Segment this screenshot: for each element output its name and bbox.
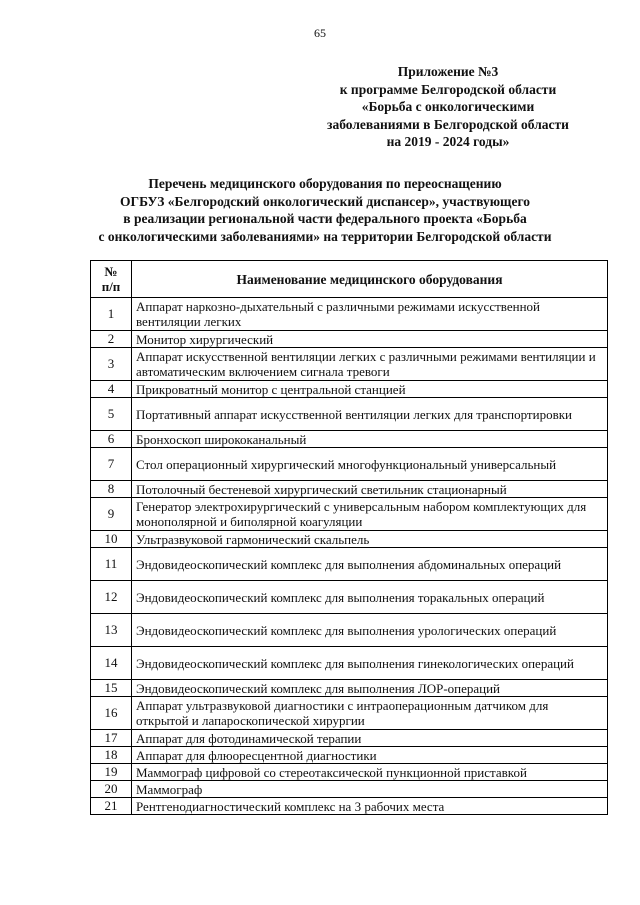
appendix-line: к программе Белгородской области (339, 81, 557, 97)
column-header-name: Наименование медицинского оборудования (132, 261, 608, 298)
row-number: 10 (91, 531, 132, 548)
table-row (91, 798, 608, 815)
column-header-number-line1: № (104, 264, 118, 279)
equipment-name: Рентгенодиагностический комплекс на 3 рабочих места (132, 798, 608, 815)
row-number: 19 (91, 764, 132, 781)
table-row (91, 747, 608, 764)
table-row (91, 481, 608, 498)
equipment-name: Генератор электрохирургический с универсальным набором комплектующих для монополярной и биполярной коагуляции (132, 498, 608, 531)
equipment-name: Эндовидеоскопический комплекс для выполнения урологических операций (132, 614, 608, 647)
row-number: 8 (91, 481, 132, 498)
list-title-line: Перечень медицинского оборудования по переоснащению (148, 176, 502, 191)
equipment-name: Эндовидеоскопический комплекс для выполнения гинекологических операций (132, 647, 608, 680)
row-number: 14 (91, 647, 132, 680)
row-number: 12 (91, 581, 132, 614)
equipment-name: Прикроватный монитор с центральной станцией (132, 381, 608, 398)
table-row (91, 647, 608, 680)
appendix-heading (298, 63, 598, 151)
equipment-name: Бронхоскоп ширококанальный (132, 431, 608, 448)
row-number: 13 (91, 614, 132, 647)
table-row (91, 548, 608, 581)
row-number: 3 (91, 348, 132, 381)
row-number: 16 (91, 697, 132, 730)
equipment-name: Стол операционный хирургический многофункциональный универсальный (132, 448, 608, 481)
table-row (91, 730, 608, 747)
appendix-line: на 2019 - 2024 годы» (386, 134, 510, 149)
list-title (40, 175, 610, 245)
row-number: 18 (91, 747, 132, 764)
row-number: 15 (91, 680, 132, 697)
row-number: 2 (91, 331, 132, 348)
appendix-line: заболеваниями в Белгородской области (327, 116, 569, 132)
list-title-line: ОГБУЗ «Белгородский онкологический диспансер», участвующего (120, 193, 530, 209)
row-number: 7 (91, 448, 132, 481)
appendix-line: «Борьба с онкологическими (361, 99, 535, 114)
column-header-number-line2: п/п (101, 279, 121, 294)
table-row (91, 381, 608, 398)
page-number: 65 (314, 26, 326, 40)
table-row (91, 764, 608, 781)
equipment-name: Монитор хирургический (132, 331, 608, 348)
list-title-line: с онкологическими заболеваниями» на территории Белгородской области (98, 228, 552, 244)
table-row (91, 398, 608, 431)
row-number: 17 (91, 730, 132, 747)
equipment-name: Эндовидеоскопический комплекс для выполнения торакальных операций (132, 581, 608, 614)
equipment-name: Аппарат для фотодинамической терапии (132, 730, 608, 747)
equipment-name: Потолочный бестеневой хирургический светильник стационарный (132, 481, 608, 498)
appendix-line: Приложение №3 (397, 64, 499, 79)
row-number: 6 (91, 431, 132, 448)
table-row (91, 331, 608, 348)
equipment-name: Аппарат ультразвуковой диагностики с интраоперационным датчиком для открытой и лапароскопической хирургии (132, 697, 608, 730)
table-row (91, 697, 608, 730)
row-number: 20 (91, 781, 132, 798)
table-row (91, 348, 608, 381)
table-row (91, 531, 608, 548)
row-number: 4 (91, 381, 132, 398)
equipment-name: Аппарат искусственной вентиляции легких с различными режимами вентиляции и автоматическим включением сигнала тревоги (132, 348, 608, 381)
equipment-name: Портативный аппарат искусственной вентиляции легких для транспортировки (132, 398, 608, 431)
equipment-name: Маммограф цифровой со стереотаксической пункционной приставкой (132, 764, 608, 781)
row-number: 5 (91, 398, 132, 431)
table-row (91, 448, 608, 481)
table-row (91, 431, 608, 448)
table-row (91, 581, 608, 614)
equipment-name: Эндовидеоскопический комплекс для выполнения ЛОР-операций (132, 680, 608, 697)
table-row (91, 498, 608, 531)
list-title-line: в реализации региональной части федерального проекта «Борьба (123, 211, 527, 226)
table-row (91, 781, 608, 798)
table-row (91, 614, 608, 647)
equipment-name: Аппарат наркозно-дыхательный с различными режимами искусственной вентиляции легких (132, 298, 608, 331)
table-row (91, 298, 608, 331)
equipment-name: Маммограф (132, 781, 608, 798)
row-number: 9 (91, 498, 132, 531)
row-number: 11 (91, 548, 132, 581)
equipment-name: Эндовидеоскопический комплекс для выполнения абдоминальных операций (132, 548, 608, 581)
equipment-name: Аппарат для флюоресцентной диагностики (132, 747, 608, 764)
table-row (91, 680, 608, 697)
column-header-number (91, 261, 132, 298)
table-header-row (91, 261, 608, 298)
equipment-name: Ультразвуковой гармонический скальпель (132, 531, 608, 548)
row-number: 1 (91, 298, 132, 331)
equipment-table (90, 260, 608, 815)
row-number: 21 (91, 798, 132, 815)
